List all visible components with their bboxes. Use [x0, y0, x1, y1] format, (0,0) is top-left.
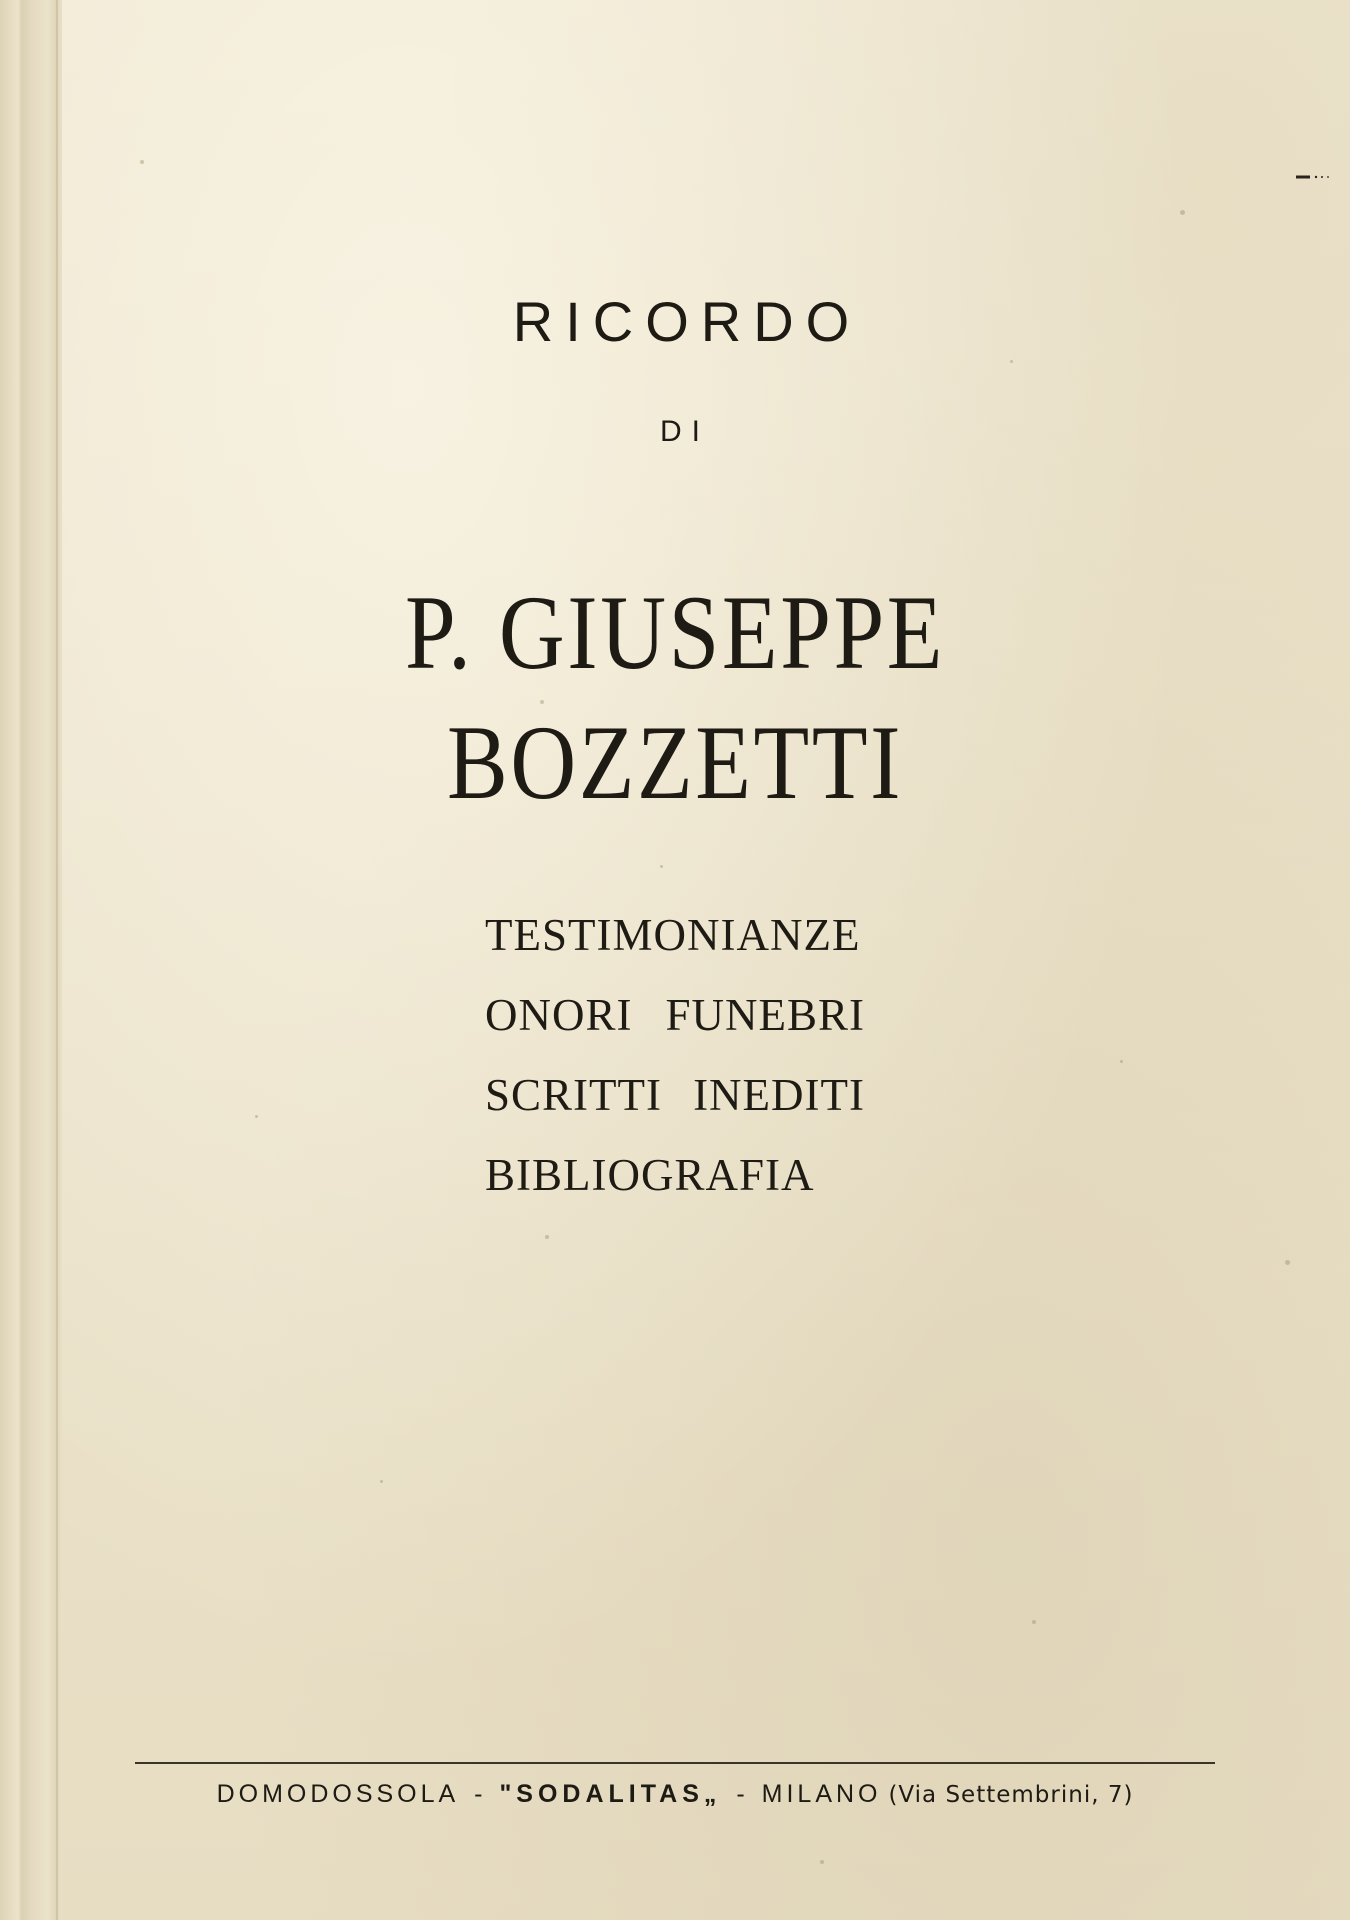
footer-city-milano: MILANO: [761, 1780, 882, 1808]
publisher-footer: [0, 1774, 1350, 1815]
footer-separator: -: [736, 1780, 747, 1808]
cover-heading: RICORDO: [512, 290, 862, 353]
paper-speck: [1285, 1260, 1290, 1265]
paper-speck: [1010, 360, 1013, 363]
ink-mark: [1296, 174, 1336, 180]
contents-item-onori-funebri: ONORI FUNEBRI: [485, 990, 865, 1040]
footer-separator: -: [474, 1780, 485, 1808]
paper-speck: [820, 1860, 824, 1864]
cover-preposition: DI: [660, 415, 710, 448]
paper-speck: [255, 1115, 258, 1118]
contents-item-bibliografia: BIBLIOGRAFIA: [485, 1150, 815, 1200]
paper-speck: [1120, 1060, 1123, 1063]
cover-name-title: P. GIUSEPPE BOZZETTI: [404, 574, 946, 821]
contents-item-scritti-inediti: SCRITTI INEDITI: [485, 1070, 865, 1120]
paper-speck: [545, 1235, 549, 1239]
footer-rule: [135, 1762, 1215, 1764]
paper-speck: [1032, 1620, 1036, 1624]
contents-list: [485, 895, 865, 1215]
footer-publisher: "SODALITAS„: [499, 1780, 722, 1808]
paper-speck: [1180, 210, 1185, 215]
paper-speck: [140, 160, 144, 164]
contents-item-testimonianze: TESTIMONIANZE: [485, 910, 861, 960]
footer-address: (Via Settembrini, 7): [888, 1782, 1134, 1808]
footer-city-domodossola: DOMODOSSOLA: [216, 1780, 460, 1808]
paper-speck: [380, 1480, 383, 1483]
paper-speck: [660, 865, 663, 868]
